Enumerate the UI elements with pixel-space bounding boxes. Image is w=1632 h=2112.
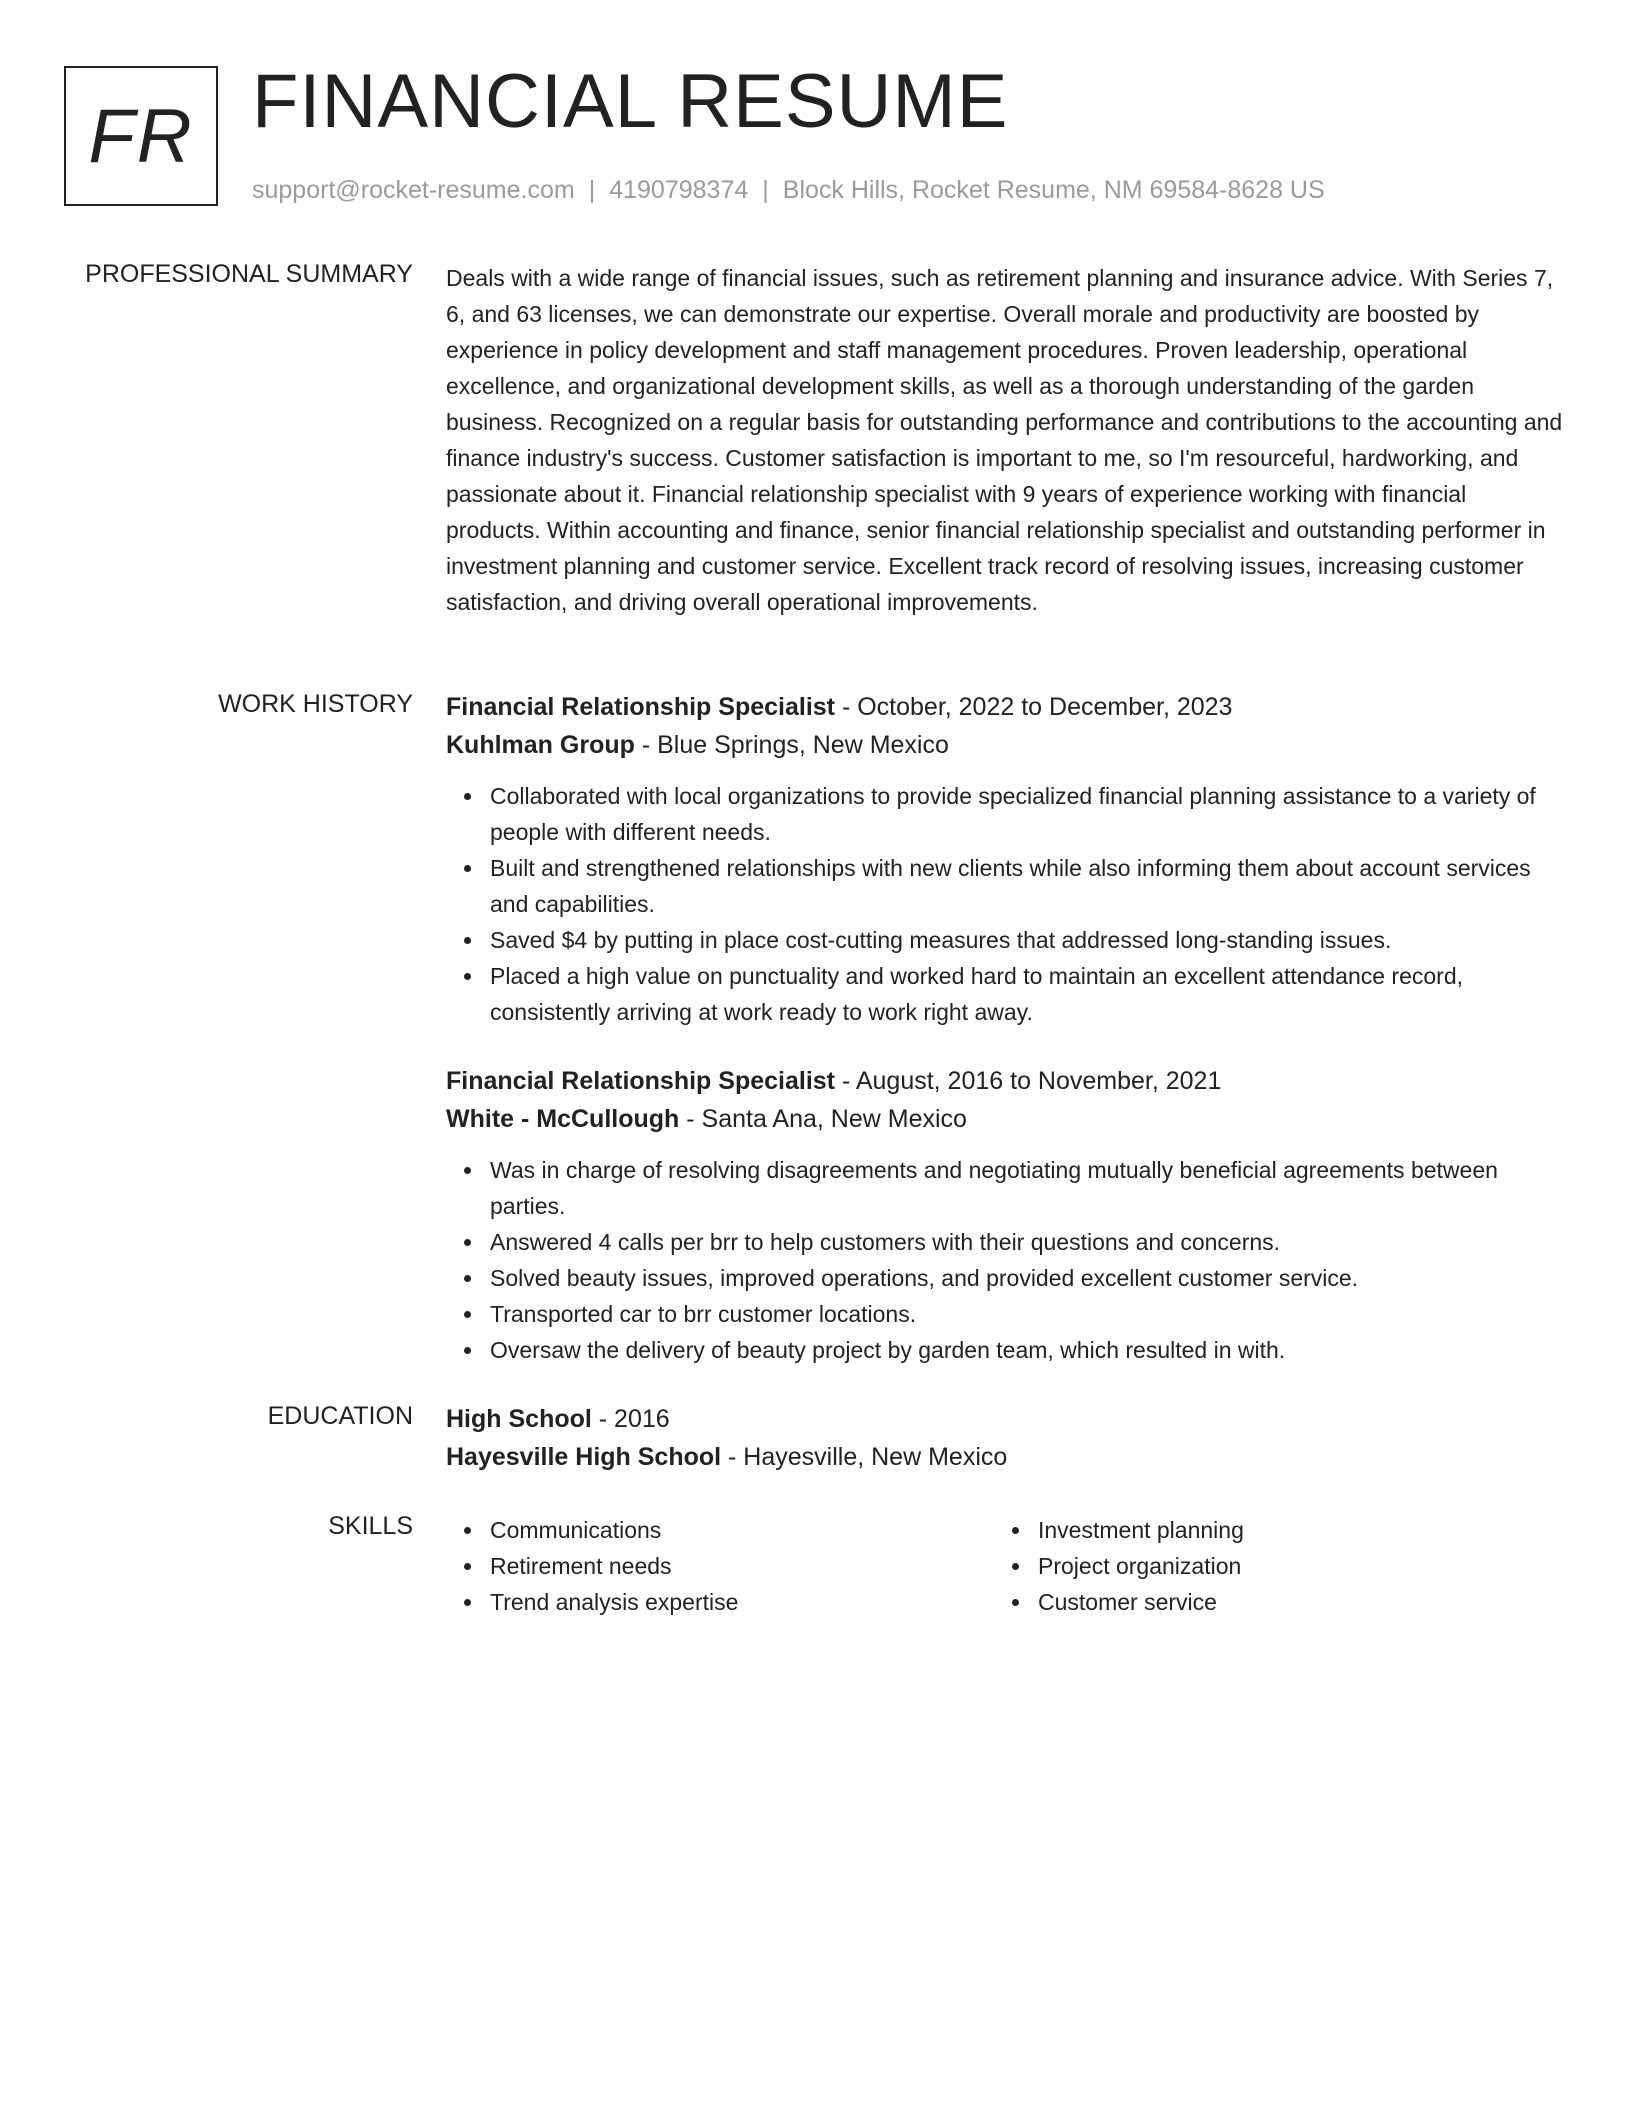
job-title: Financial Relationship Specialist [446, 693, 835, 721]
contact-email: support@rocket-resume.com [252, 176, 575, 204]
skills-grid [446, 1512, 1564, 1620]
job-title-line [446, 688, 1564, 726]
skills-body [446, 1510, 1564, 1620]
job-dates: - October, 2022 to December, 2023 [835, 693, 1233, 721]
skill-item: Retirement needs [490, 1548, 994, 1584]
section-label-education: EDUCATION [267, 1402, 413, 1430]
job-title: Financial Relationship Specialist [446, 1067, 835, 1095]
summary-text: Deals with a wide range of financial issues, such as retirement planning and insurance advice. With Series 7, 6, and 63 licenses, we can demonstrate our expertise. Overall morale and productivity are boosted by experience in policy development and staff management procedures. Proven leadership, operational excellence, and organizational development skills, as well as a thorough understanding of the garden business. Recognized on a regular basis for outstanding performance and contributions to the accounting and finance industry's success. Customer satisfaction is important to me, so I'm resourceful, hardworking, and passionate about it. Financial relationship specialist with 9 years of experience working with financial products. Within accounting and finance, senior financial relationship specialist and outstanding performer in investment planning and customer service. Excellent track record of resolving issues, increasing customer satisfaction, and driving overall operational improvements. [446, 265, 1563, 615]
company-line [446, 1100, 1564, 1138]
summary-body [446, 258, 1564, 620]
list-item: Was in charge of resolving disagreements and negotiating mutually beneficial agreements between parties. [490, 1152, 1564, 1224]
list-item: Collaborated with local organizations to provide specialized financial planning assistance to a variety of people with different needs. [490, 778, 1564, 850]
company-location: - Santa Ana, New Mexico [679, 1105, 967, 1133]
school-line [446, 1438, 1564, 1476]
list-item: Built and strengthened relationships with new clients while also informing them about account services and capabilities. [490, 850, 1564, 922]
job-title-line [446, 1062, 1564, 1100]
contact-phone: 4190798374 [609, 176, 749, 204]
list-item: Solved beauty issues, improved operations, and provided excellent customer service. [490, 1260, 1564, 1296]
skill-item: Customer service [1038, 1584, 1542, 1620]
section-label-work: WORK HISTORY [218, 690, 413, 718]
contact-separator: | [588, 176, 596, 204]
list-item: Answered 4 calls per brr to help customers with their questions and concerns. [490, 1224, 1564, 1260]
work-body [446, 688, 1564, 1368]
list-item: Placed a high value on punctuality and worked hard to maintain an excellent attendance record, consistently arriving at work ready to work right away. [490, 958, 1564, 1030]
skill-item: Trend analysis expertise [490, 1584, 994, 1620]
school-location: - Hayesville, New Mexico [721, 1443, 1008, 1471]
degree-line [446, 1400, 1564, 1438]
graduation-year: - 2016 [591, 1405, 670, 1433]
school-name: Hayesville High School [446, 1443, 722, 1471]
section-label-summary: PROFESSIONAL SUMMARY [85, 260, 413, 288]
list-item: Oversaw the delivery of beauty project by garden team, which resulted in with. [490, 1332, 1564, 1368]
contact-separator: | [762, 176, 769, 204]
job-bullets [446, 1152, 1564, 1368]
skills-list-right [994, 1512, 1542, 1620]
job-bullets [446, 778, 1564, 1030]
company-line [446, 726, 1564, 764]
skill-item: Investment planning [1038, 1512, 1542, 1548]
job-dates: - August, 2016 to November, 2021 [835, 1067, 1222, 1095]
skills-column-right [994, 1512, 1542, 1620]
company-location: - Blue Springs, New Mexico [634, 731, 949, 759]
monogram: FR [64, 66, 218, 206]
contact-address: Block Hills, Rocket Resume, NM 69584-8628 US [782, 176, 1325, 204]
company-name: White - McCullough [446, 1105, 680, 1133]
company-name: Kuhlman Group [446, 731, 635, 759]
list-item: Transported car to brr customer locations. [490, 1296, 1564, 1332]
job-entry [446, 1062, 1564, 1368]
skill-item: Project organization [1038, 1548, 1542, 1584]
resume-title: FINANCIAL RESUME [252, 59, 1009, 144]
education-body [446, 1400, 1564, 1476]
contact-line [252, 174, 1325, 206]
section-label-skills: SKILLS [328, 1512, 413, 1540]
degree: High School [446, 1405, 592, 1433]
skill-item: Communications [490, 1512, 994, 1548]
skills-list-left [446, 1512, 994, 1620]
skills-column-left [446, 1512, 994, 1620]
list-item: Saved $4 by putting in place cost-cutting measures that addressed long-standing issues. [490, 922, 1564, 958]
job-entry [446, 688, 1564, 1030]
